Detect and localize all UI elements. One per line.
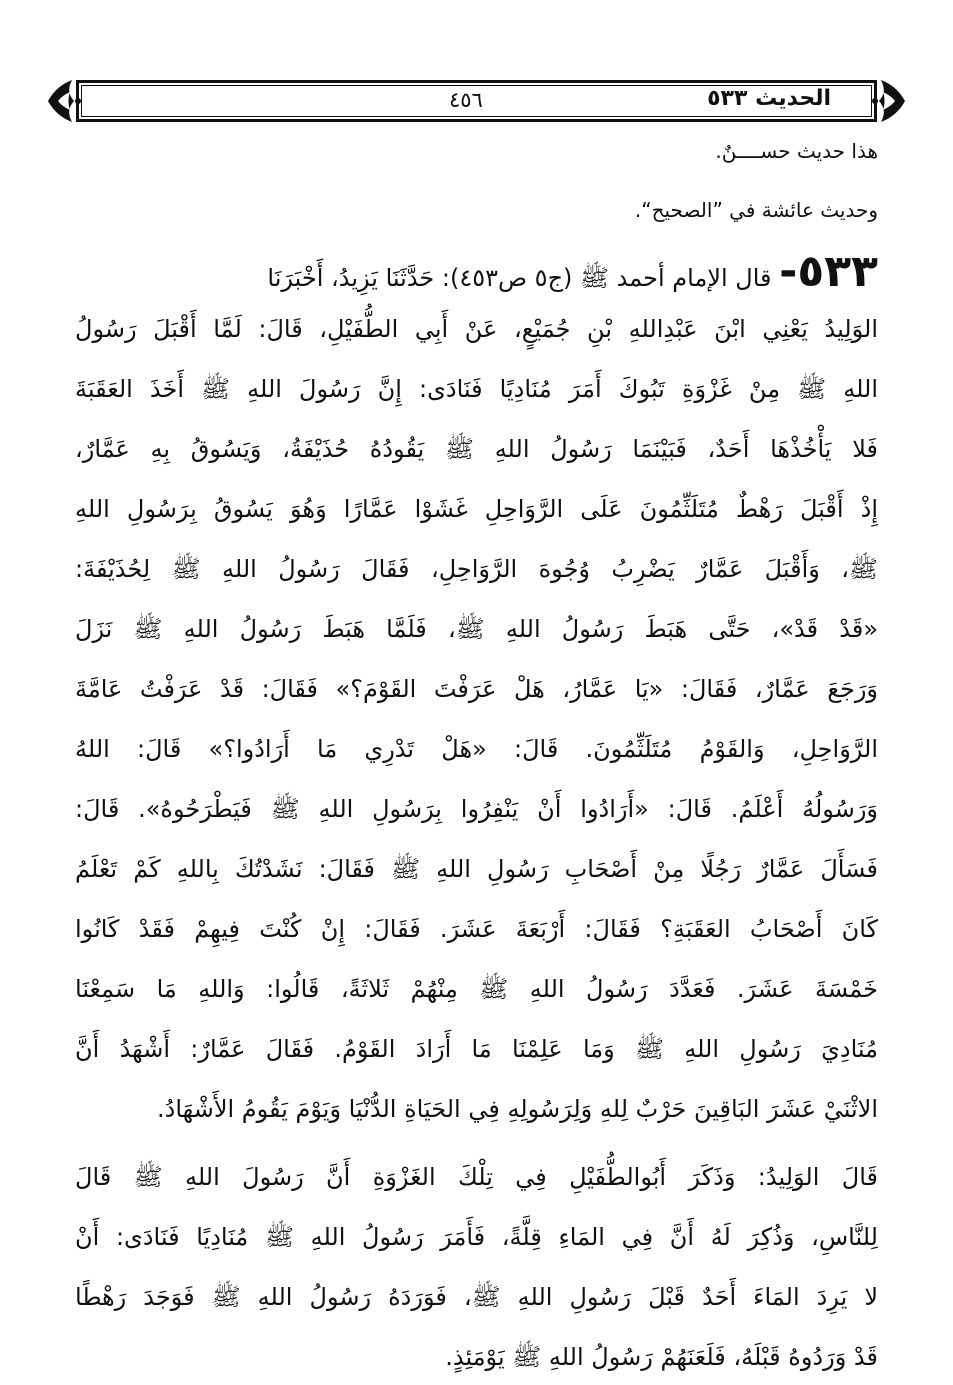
ornament-right-icon [869, 72, 909, 130]
intro-line-2: وحديث عائشة في ”الصحيح“. [634, 198, 878, 222]
hadith-line: قال الإمام أحمد ﷺ (ج٥ ص٤٥٣): حَدَّثَنَا يَزِيدُ، أَخْبَرَنَا [267, 264, 772, 292]
hadith-line: فَسَأَلَ عَمَّارٌ رَجُلًا مِنْ أَصْحَابِ رَسُولِ اللهِ ﷺ فَقَالَ: نَشَدْتُكَ بِاللهِ كَمْ تَعْلَمُ [75, 855, 878, 883]
hadith-line: الرَّوَاحِلِ، وَالقَوْمُ مُتَلَثِّمُونَ. قَالَ: «هَلْ تَدْرِي مَا أَرَادُوا؟» قَالَ: اللهُ [75, 735, 878, 763]
hadith-line: اللهِ ﷺ مِنْ غَزْوَةِ تَبُوكَ أَمَرَ مُنَادِيًا فَنَادَى: إِنَّ رَسُولَ اللهِ ﷺ أَخَذَ العَقَبَةَ [75, 375, 878, 403]
hadith-first-line [75, 246, 878, 297]
hadith-line: مُنَادِيَ رَسُولِ اللهِ ﷺ وَمَا عَلِمْنَا مَا أَرَادَ القَوْمُ. فَقَالَ عَمَّارٌ: أَشْهَدُ أَنَّ [75, 1035, 878, 1063]
hadith-line: خَمْسَةَ عَشَرَ. فَعَدَّدَ رَسُولُ اللهِ ﷺ مِنْهُمْ ثَلاثَةً، قَالُوا: وَاللهِ مَا سَمِعْنَا [75, 975, 878, 1003]
header-title: الحديث ٥٣٣ [707, 86, 831, 111]
hadith-line: الاثْنَيْ عَشَرَ البَاقِينَ حَرْبٌ لِلهِ وَلِرَسُولِهِ فِي الحَيَاةِ الدُّنْيَا وَيَوْمَ يَقُومُ الأَشْهَادُ. [157, 1095, 878, 1123]
hadith-line: وَرَجَعَ عَمَّارٌ، فَقَالَ: «يَا عَمَّارُ، هَلْ عَرَفْتَ القَوْمَ؟» فَقَالَ: قَدْ عَرَفْتُ عَامَّةَ [75, 675, 878, 703]
paragraph-line: لِلنَّاسِ، وَذُكِرَ لَهُ أَنَّ فِي المَاءِ قِلَّةً، فَأَمَرَ رَسُولُ اللهِ ﷺ مُنَادِيًا فَنَادَى: أَنْ [75, 1223, 878, 1251]
hadith-line: فَلا يَأْخُذْهَا أَحَدٌ، فَبَيْنَمَا رَسُولُ اللهِ ﷺ يَقُودُهُ حُذَيْفَةُ، وَيَسُوقُ بِهِ عَمَّارٌ، [75, 435, 878, 463]
hadith-line: الوَلِيدُ يَعْنِي ابْنَ عَبْدِاللهِ بْنِ جُمَيْعٍ، عَنْ أَبِي الطُّفَيْلِ، قَالَ: لَمَّا أَقْبَلَ رَسُولُ [75, 315, 878, 343]
hadith-line: كَانَ أَصْحَابُ العَقَبَةِ؟ فَقَالَ: أَرْبَعَةَ عَشَرَ. فَقَالَ: إِنْ كُنْتَ فِيهِمْ فَقَدْ كَانُوا [75, 915, 878, 943]
paragraph-line: قَدْ وَرَدُوهُ قَبْلَهُ، فَلَعَنَهُمْ رَسُولُ اللهِ ﷺ يَوْمَئِذٍ. [445, 1343, 878, 1371]
running-header [44, 72, 909, 130]
intro-line-1: هذا حديث حســــنٌ. [715, 139, 878, 163]
paragraph-line: لا يَرِدَ المَاءَ أَحَدٌ قَبْلَ رَسُولِ اللهِ ﷺ، فَوَرَدَهُ رَسُولُ اللهِ ﷺ فَوَجَدَ رَهْطًا [75, 1283, 878, 1311]
hadith-line: «قَدْ قَدْ»، حَتَّى هَبَطَ رَسُولُ اللهِ ﷺ، فَلَمَّا هَبَطَ رَسُولُ اللهِ ﷺ نَزَلَ [75, 615, 878, 643]
hadith-line: إِذْ أَقْبَلَ رَهْطٌ مُتَلَثِّمُونَ عَلَى الرَّوَاحِلِ غَشَوْا عَمَّارًا وَهُوَ يَسُوقُ بِرَسُولِ اللهِ [75, 495, 878, 523]
ornament-left-icon [44, 72, 84, 130]
page-number: ٤٥٦ [449, 88, 483, 112]
paragraph-line: قَالَ الوَلِيدُ: وَذَكَرَ أَبُوالطُّفَيْلِ فِي تِلْكَ الغَزْوَةِ أَنَّ رَسُولَ اللهِ ﷺ قَالَ [75, 1163, 878, 1191]
hadith-line: ﷺ، وَأَقْبَلَ عَمَّارٌ يَضْرِبُ وُجُوهَ الرَّوَاحِلِ، فَقَالَ رَسُولُ اللهِ ﷺ لِحُذَيْفَةَ: [75, 555, 878, 583]
hadith-line: وَرَسُولُهُ أَعْلَمُ. قَالَ: «أَرَادُوا أَنْ يَنْفِرُوا بِرَسُولِ اللهِ ﷺ فَيَطْرَحُوهُ». قَالَ: [75, 795, 878, 823]
hadith-number: ٥٣٣- [779, 246, 878, 297]
